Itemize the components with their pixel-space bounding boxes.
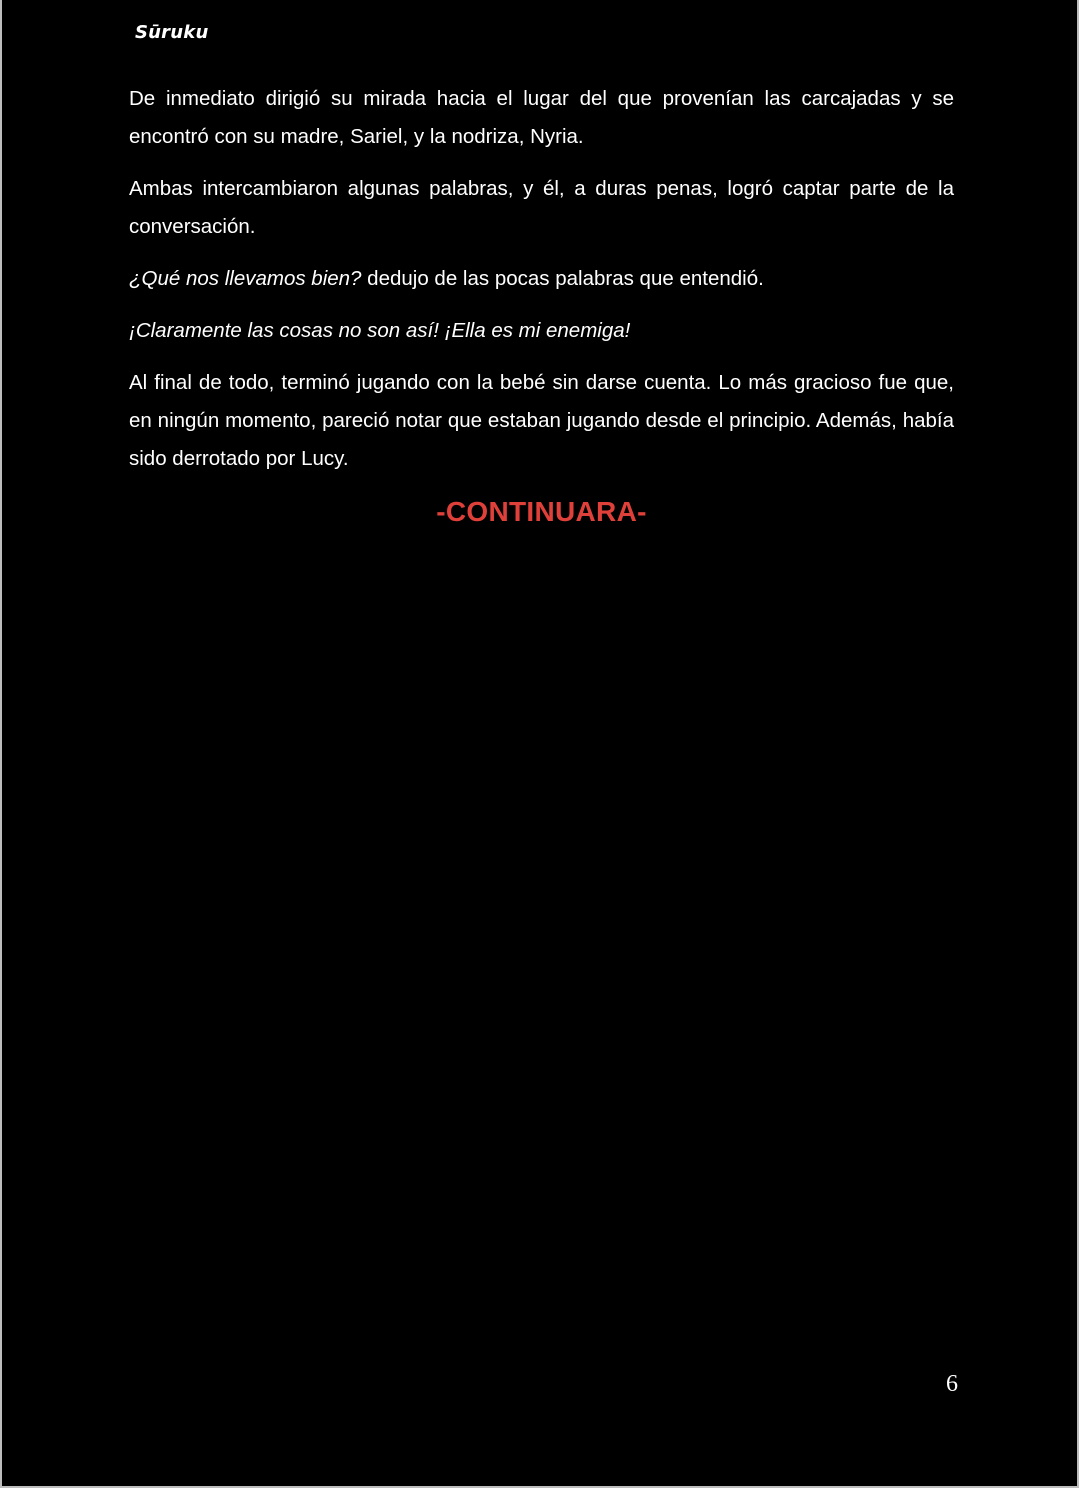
paragraph-2: Ambas intercambiaron algunas palabras, y él, a duras penas, logró captar parte de la conversación. [129, 177, 954, 238]
paragraph-1: De inmediato dirigió su mirada hacia el lugar del que provenían las carcajadas y se encontró con su madre, Sariel, y la nodriza, Nyria. [129, 87, 954, 148]
continuara-heading: -CONTINUARA- [436, 496, 647, 527]
page-number: 6 [946, 1371, 958, 1397]
paragraph-3-italic: ¿Qué nos llevamos bien? [129, 267, 362, 290]
paragraph-4 [129, 312, 954, 350]
body-text [129, 80, 954, 492]
paragraph-3 [129, 260, 954, 298]
paragraph-3-rest: dedujo de las pocas palabras que entendió. [361, 267, 764, 290]
paragraph-4-italic: ¡Claramente las cosas no son así! ¡Ella es mi enemiga! [129, 319, 631, 342]
document-page [2, 0, 1077, 1486]
page-header-title: Sūruku [135, 22, 209, 43]
paragraph-5: Al final de todo, terminó jugando con la bebé sin darse cuenta. Lo más gracioso fue que, en ningún momento, pareció notar que estaban jugando desde el principio. Además, había sido derrotado por Lucy. [129, 371, 954, 470]
